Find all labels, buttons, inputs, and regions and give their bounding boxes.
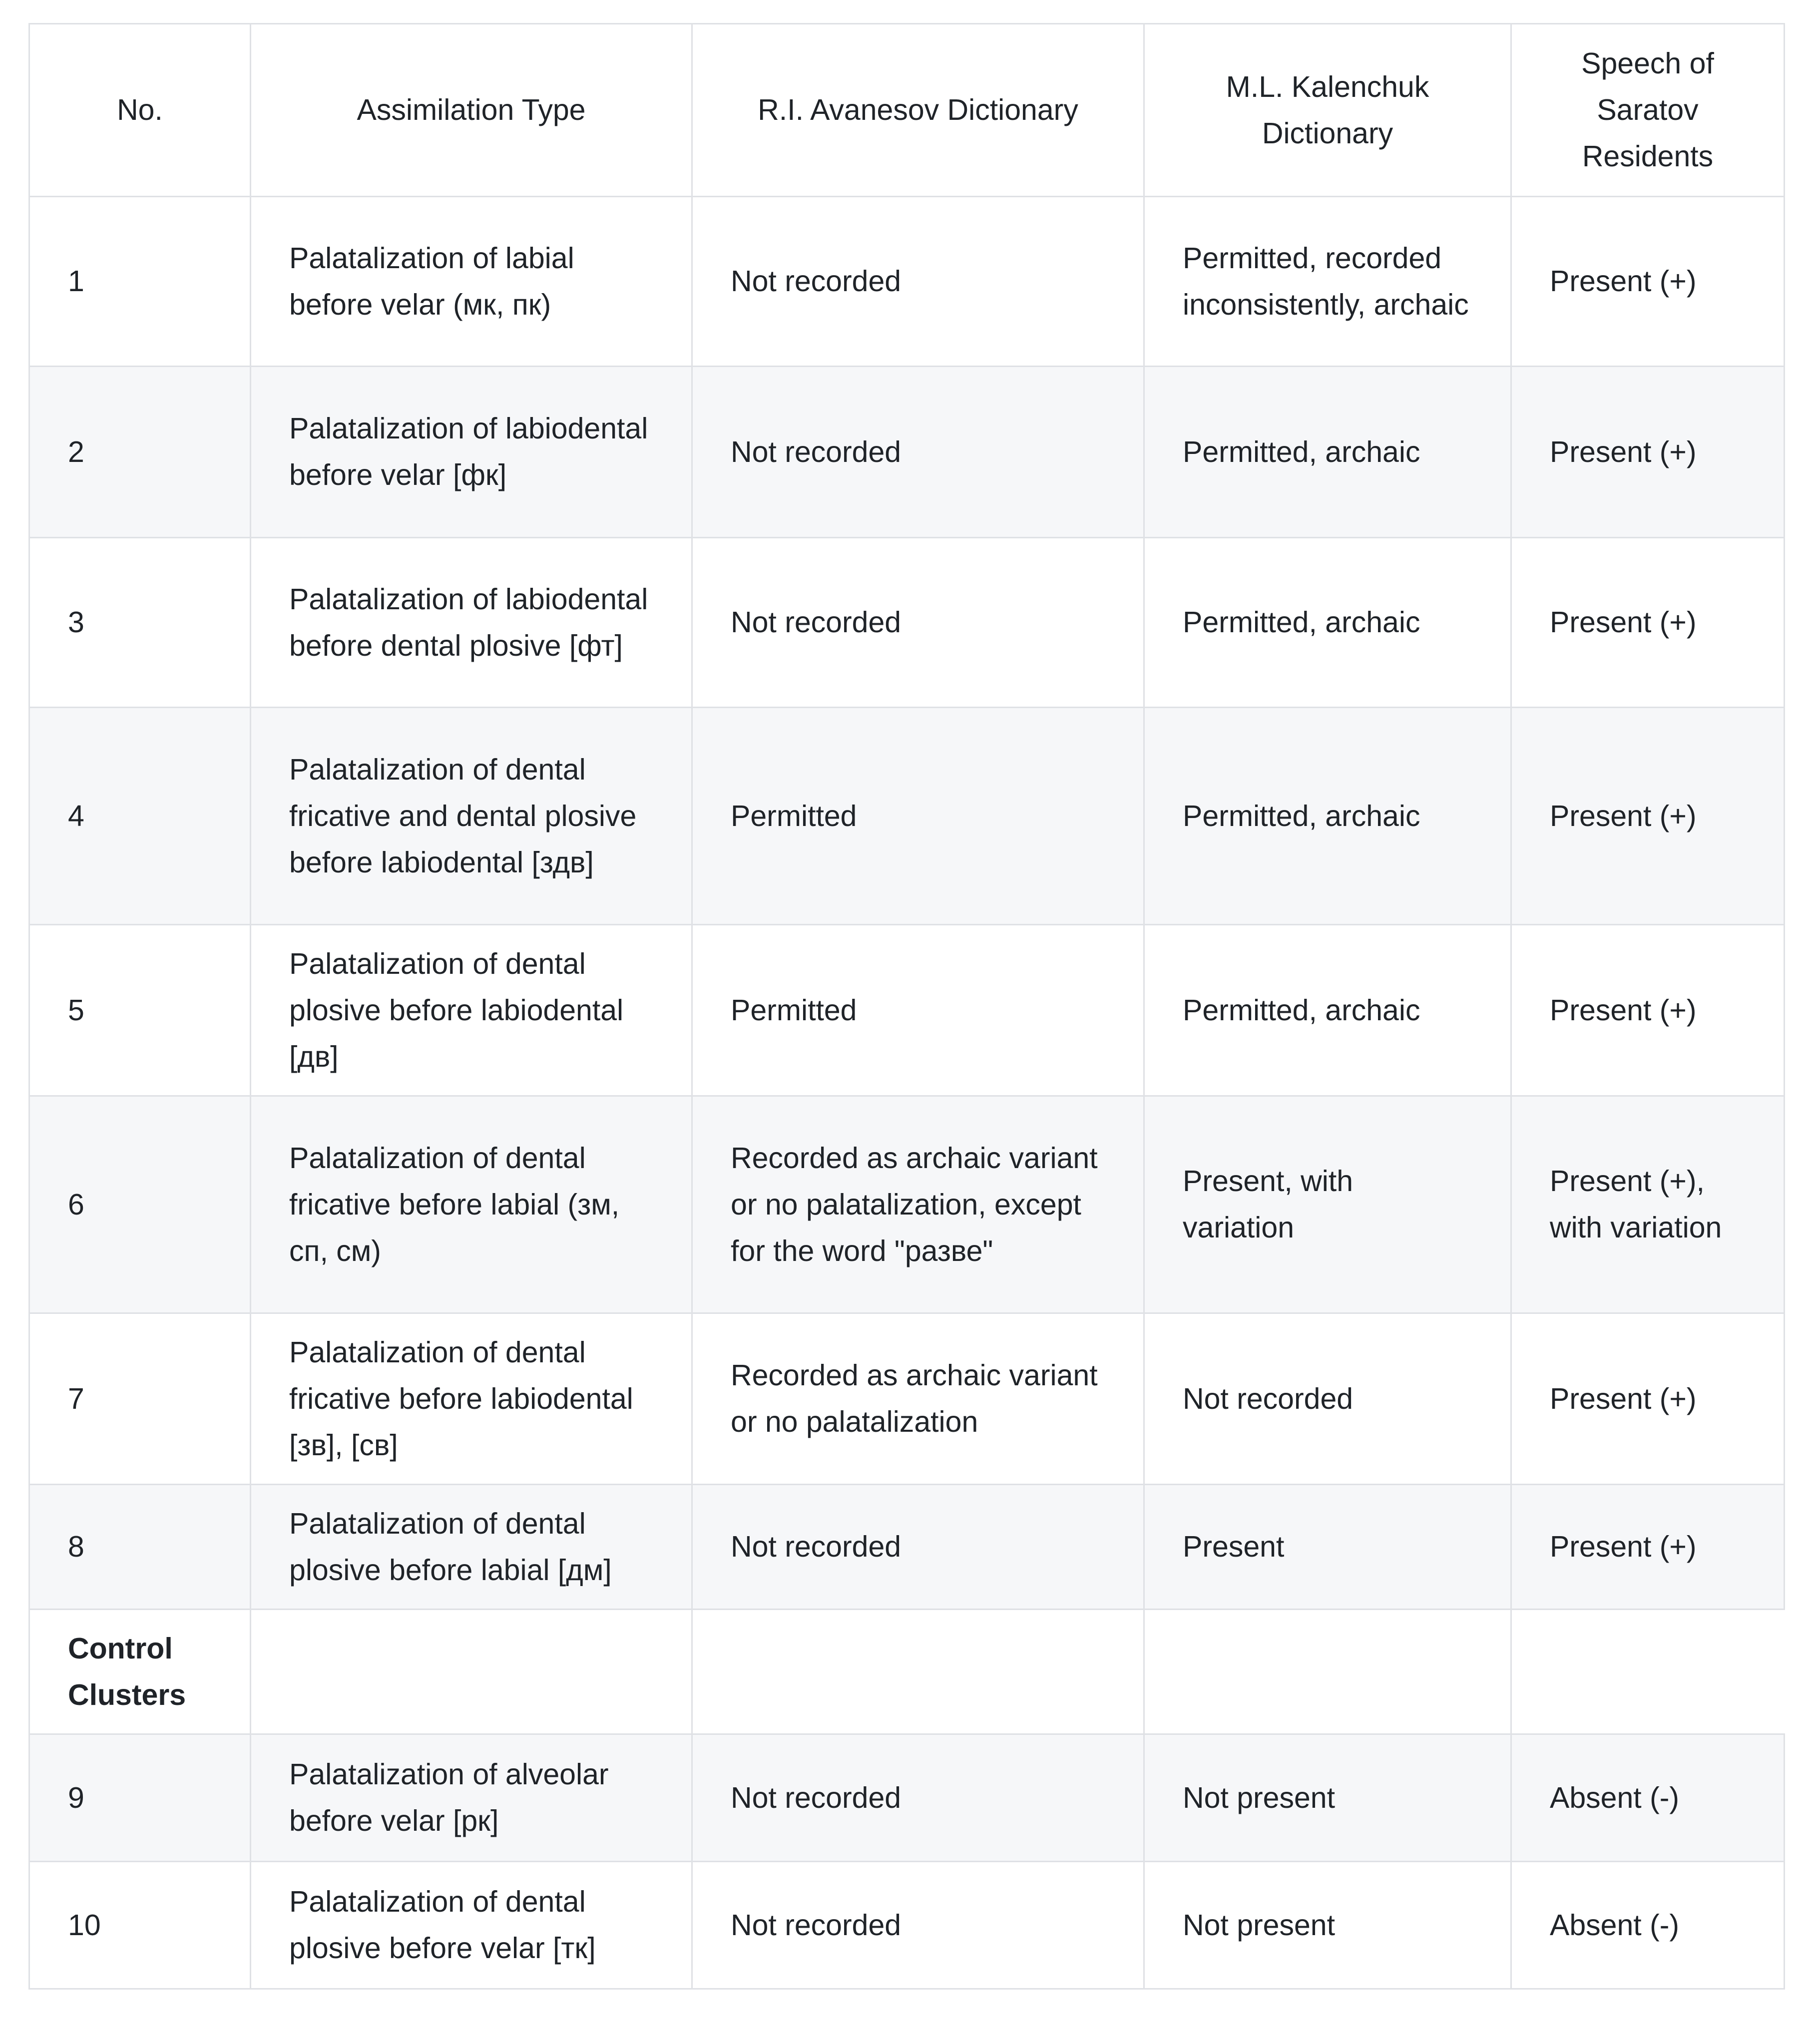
cell-no: 8 — [29, 1485, 251, 1610]
cell-kalenchuk: Permitted, archaic — [1144, 538, 1511, 708]
cell-assimilation-type: Palatalization of dental fricative before labial (зм, сп, см) — [251, 1096, 692, 1313]
cell-assimilation-type: Palatalization of labial before velar (мк, пк) — [251, 197, 692, 367]
cell-saratov: Absent (-) — [1511, 1734, 1785, 1862]
table-row — [29, 1734, 1785, 1862]
cell-no: 4 — [29, 708, 251, 925]
table-row — [29, 1313, 1785, 1485]
cell-assimilation-type: Palatalization of dental fricative and dental plosive before labiodental [здв] — [251, 708, 692, 925]
table-row — [29, 1862, 1785, 1989]
cell-avanesov: Recorded as archaic variant or no palatalization, except for the word "разве" — [692, 1096, 1144, 1313]
table-row — [29, 925, 1785, 1096]
cell-avanesov: Permitted — [692, 925, 1144, 1096]
header-saratov-speech: Speech of Saratov Residents — [1511, 24, 1785, 197]
cell-no: 9 — [29, 1734, 251, 1862]
cell-avanesov: Not recorded — [692, 538, 1144, 708]
cell-saratov: Present (+), with variation — [1511, 1096, 1785, 1313]
cell-kalenchuk: Present — [1144, 1485, 1511, 1610]
table-row — [29, 538, 1785, 708]
cell-avanesov: Permitted — [692, 708, 1144, 925]
cell-assimilation-type: Palatalization of alveolar before velar [рк] — [251, 1734, 692, 1862]
cell-kalenchuk: Not present — [1144, 1862, 1511, 1989]
empty-cell — [1511, 1610, 1785, 1734]
cell-assimilation-type: Palatalization of dental fricative before labiodental [зв], [св] — [251, 1313, 692, 1485]
cell-no: 5 — [29, 925, 251, 1096]
section-label-control-clusters: Control Clusters — [29, 1610, 251, 1734]
cell-assimilation-type: Palatalization of dental plosive before velar [тк] — [251, 1862, 692, 1989]
assimilation-comparison-table — [28, 23, 1785, 1990]
table-row — [29, 708, 1785, 925]
cell-kalenchuk: Permitted, recorded inconsistently, archaic — [1144, 197, 1511, 367]
cell-saratov: Present (+) — [1511, 708, 1785, 925]
empty-cell — [692, 1610, 1144, 1734]
cell-avanesov: Not recorded — [692, 367, 1144, 538]
cell-assimilation-type: Palatalization of labiodental before dental plosive [фт] — [251, 538, 692, 708]
empty-cell — [1144, 1610, 1511, 1734]
cell-kalenchuk: Not recorded — [1144, 1313, 1511, 1485]
cell-avanesov: Not recorded — [692, 197, 1144, 367]
cell-kalenchuk: Permitted, archaic — [1144, 367, 1511, 538]
cell-assimilation-type: Palatalization of labiodental before velar [фк] — [251, 367, 692, 538]
cell-no: 6 — [29, 1096, 251, 1313]
section-header-row-control-clusters — [29, 1610, 1785, 1734]
cell-kalenchuk: Permitted, archaic — [1144, 925, 1511, 1096]
cell-saratov: Absent (-) — [1511, 1862, 1785, 1989]
cell-no: 2 — [29, 367, 251, 538]
table-header-row — [29, 24, 1785, 197]
header-assimilation-type: Assimilation Type — [251, 24, 692, 197]
cell-no: 10 — [29, 1862, 251, 1989]
cell-avanesov: Not recorded — [692, 1862, 1144, 1989]
cell-saratov: Present (+) — [1511, 1313, 1785, 1485]
assimilation-comparison-table-container — [28, 23, 1784, 1990]
empty-cell — [251, 1610, 692, 1734]
cell-saratov: Present (+) — [1511, 1485, 1785, 1610]
cell-avanesov: Recorded as archaic variant or no palatalization — [692, 1313, 1144, 1485]
table-row — [29, 197, 1785, 367]
cell-no: 1 — [29, 197, 251, 367]
cell-no: 3 — [29, 538, 251, 708]
cell-kalenchuk: Not present — [1144, 1734, 1511, 1862]
cell-saratov: Present (+) — [1511, 367, 1785, 538]
cell-kalenchuk: Permitted, archaic — [1144, 708, 1511, 925]
table-row — [29, 367, 1785, 538]
table-row — [29, 1485, 1785, 1610]
cell-kalenchuk: Present, with variation — [1144, 1096, 1511, 1313]
cell-assimilation-type: Palatalization of dental plosive before labiodental [дв] — [251, 925, 692, 1096]
cell-avanesov: Not recorded — [692, 1485, 1144, 1610]
header-no: No. — [29, 24, 251, 197]
cell-saratov: Present (+) — [1511, 538, 1785, 708]
cell-avanesov: Not recorded — [692, 1734, 1144, 1862]
header-avanesov-dictionary: R.I. Avanesov Dictionary — [692, 24, 1144, 197]
cell-assimilation-type: Palatalization of dental plosive before labial [дм] — [251, 1485, 692, 1610]
cell-saratov: Present (+) — [1511, 197, 1785, 367]
cell-no: 7 — [29, 1313, 251, 1485]
header-kalenchuk-dictionary: M.L. Kalenchuk Dictionary — [1144, 24, 1511, 197]
cell-saratov: Present (+) — [1511, 925, 1785, 1096]
table-row — [29, 1096, 1785, 1313]
